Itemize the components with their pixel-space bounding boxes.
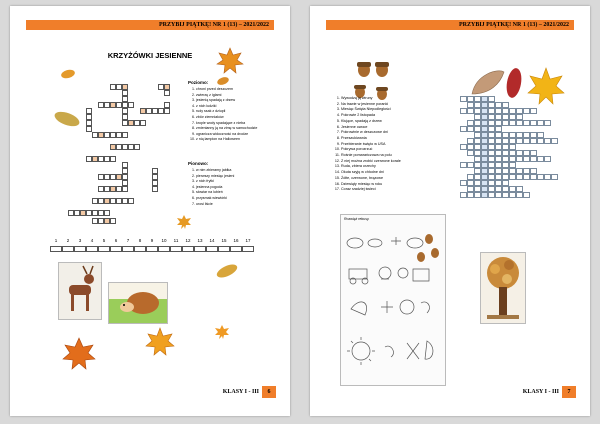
answer-number: 2 xyxy=(66,238,70,243)
clue-item: 1. chroni przed deszczem xyxy=(196,87,280,93)
clue-item: 11. Rośnie pomarańczowa na polu xyxy=(341,153,444,159)
clue-item: 6. Jesienne owoce xyxy=(341,125,444,131)
clue-item: 14. Okuta szyję w chłodne dni xyxy=(341,170,444,176)
clue-item: 8. Przeszukiwania xyxy=(341,136,444,142)
clue-item: 4. z nich ludziki xyxy=(196,104,280,110)
oak-leaf-icon xyxy=(468,64,508,100)
clue-item: 12. Z niej można zrobić czerwone korale xyxy=(341,159,444,165)
maple-leaf-icon xyxy=(176,214,192,230)
clue-item: 6. przysmak wiewiórki xyxy=(196,196,280,202)
rebus-drawings xyxy=(341,223,445,383)
clue-item: 3. jesienią spadają z drzew xyxy=(196,98,280,104)
answer-number: 4 xyxy=(90,238,94,243)
clue-item: 6. zbiór ziemniaków xyxy=(196,115,280,121)
leaf-icon xyxy=(60,68,76,80)
maple-leaf-icon xyxy=(214,324,230,340)
hedgehog-icon xyxy=(109,283,167,323)
clue-item: 1. Wywodzą ją wiruny xyxy=(341,96,444,102)
deer-icon xyxy=(59,263,101,319)
clue-item: 9. Przebieranie święto w USA xyxy=(341,142,444,148)
hedgehog-drawing-image xyxy=(108,282,168,324)
answer-numbers xyxy=(50,238,254,243)
clue-item: 10. Pokrywa porozrzuć xyxy=(341,147,444,153)
clue-item: 8. zmienianny ją na zimę w samochodzie xyxy=(196,126,280,132)
rebus-worksheet xyxy=(340,214,446,386)
clue-item: 13. Ruda, zbiera orzechy xyxy=(341,164,444,170)
answer-number: 7 xyxy=(126,238,130,243)
clue-item: 17. Coraz rzadziej świeci xyxy=(341,187,444,193)
maple-leaf-icon xyxy=(62,336,96,370)
across-heading: Poziomo: xyxy=(188,80,209,85)
answer-number: 17 xyxy=(245,238,251,243)
page-footer xyxy=(223,386,276,398)
answer-number: 9 xyxy=(150,238,154,243)
answer-number: 16 xyxy=(233,238,239,243)
down-heading: Pionowo: xyxy=(188,161,209,166)
answer-number: 11 xyxy=(173,238,179,243)
maple-leaf-icon xyxy=(216,46,244,76)
clue-item: 7. Pokrowinie w deszczowe dni xyxy=(341,130,444,136)
left-page xyxy=(10,6,290,416)
answer-boxes xyxy=(50,246,254,252)
footer-label: KLASY I - III xyxy=(522,389,559,395)
leaf-icon xyxy=(52,109,82,129)
clue-item: 7. urosi liście xyxy=(196,202,280,208)
answer-number: 8 xyxy=(138,238,142,243)
clue-item: 4. Pokrowie 2 listopada xyxy=(341,113,444,119)
clue-item: 15. Żółte, czerwone, brązowe xyxy=(341,176,444,182)
deer-drawing-image xyxy=(58,262,102,320)
clue-item: 10. z nią lampion na Halloween xyxy=(196,137,280,143)
answer-number: 14 xyxy=(209,238,215,243)
crossword-clues xyxy=(332,96,444,193)
answer-number: 13 xyxy=(197,238,203,243)
clue-item: 3. Miesiąc Święta Niepodległości xyxy=(341,107,444,113)
right-page xyxy=(310,6,590,416)
answer-number: 12 xyxy=(185,238,191,243)
page-footer xyxy=(523,386,576,398)
page-header: PRZYBIJ PIĄTKĘ! NR 1 (13) – 2021/2022 xyxy=(326,20,574,30)
clue-item: 5. rudy ssak z dziupli xyxy=(196,109,280,115)
across-clues xyxy=(188,80,280,143)
clue-item: 3. z nich frytki xyxy=(196,179,280,185)
clue-item: 2. Na trawie w jesienne poranki xyxy=(341,102,444,108)
leaf-icon xyxy=(504,66,524,100)
clue-item: 1. w nim zbieramy jabłka xyxy=(196,168,280,174)
page-number: 7 xyxy=(562,386,576,398)
page-header: PRZYBIJ PIĄTKĘ! NR 1 (13) – 2021/2022 xyxy=(26,20,274,30)
clue-item: 7. krople wody spadające z nieba xyxy=(196,121,280,127)
answer-number: 3 xyxy=(78,238,82,243)
maple-leaf-icon xyxy=(145,326,175,356)
clue-item: 2. zwierzę z igłami xyxy=(196,93,280,99)
answer-number: 10 xyxy=(161,238,167,243)
answer-number: 15 xyxy=(221,238,227,243)
clue-item: 9. ogranicza widoczność na drodze xyxy=(196,132,280,138)
maple-leaf-icon xyxy=(526,66,566,106)
clue-item: 5. Klujące, spadają z drzew xyxy=(341,119,444,125)
answer-number: 6 xyxy=(114,238,118,243)
clue-item: 4. jesienna pogoda xyxy=(196,185,280,191)
clue-item: 2. pierwszy miesiąc jesieni xyxy=(196,174,280,180)
leaf-icon xyxy=(214,262,240,280)
page-title: KRZYŻÓWKI JESIENNE xyxy=(107,51,193,60)
footer-label: KLASY I - III xyxy=(222,389,259,395)
clue-item: 16. Dziewiąty miesiąc w roku xyxy=(341,182,444,188)
answer-number: 1 xyxy=(54,238,58,243)
down-clues xyxy=(188,161,280,207)
answer-number: 5 xyxy=(102,238,106,243)
page-number: 6 xyxy=(262,386,276,398)
clue-item: 5. słowiar na lubień xyxy=(196,190,280,196)
rebus-title: Rozwiąż rebusy. xyxy=(344,217,370,221)
tree-collage-image xyxy=(480,252,526,324)
tree-icon xyxy=(481,253,525,323)
